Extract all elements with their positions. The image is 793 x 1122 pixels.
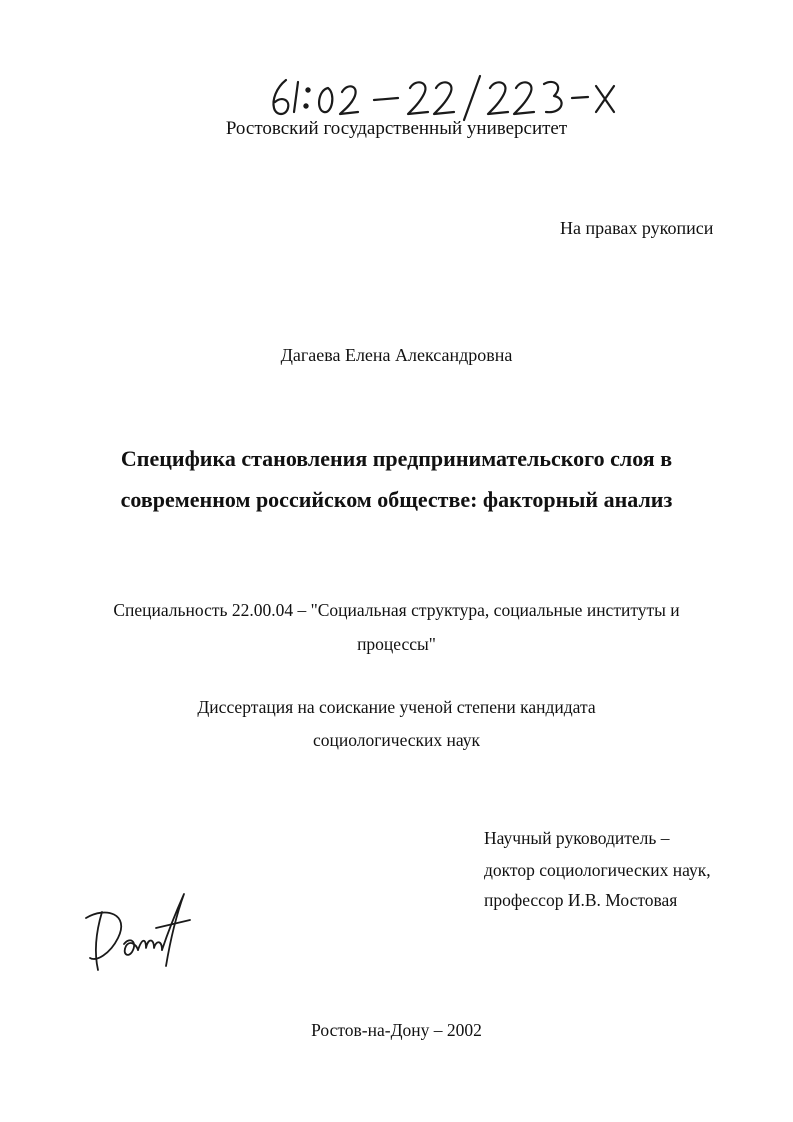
supervisor-line-1: Научный руководитель – <box>484 828 670 848</box>
supervisor-line-2: доктор социологических наук, <box>484 860 711 880</box>
specialty-line-2: процессы" <box>357 634 436 654</box>
dissertation-line-2: социологических наук <box>312 730 481 750</box>
thesis-title-line-1: Специфика становления предпринимательского слоя в <box>120 446 673 471</box>
university-name: Ростовский государственный университет <box>225 118 568 139</box>
place-and-year: Ростов-на-Дону – 2002 <box>311 1020 482 1040</box>
handwritten-archive-number <box>258 66 618 126</box>
specialty-line-1: Специальность 22.00.04 – "Социальная структура, социальные институты и <box>113 600 680 620</box>
supervisor-line-3: профессор И.В. Мостовая <box>484 890 678 910</box>
dissertation-line-1: Диссертация на соискание ученой степени кандидата <box>197 697 596 717</box>
thesis-title-line-2: современном российском обществе: факторный анализ <box>120 487 673 512</box>
handwritten-signature <box>72 882 202 982</box>
rights-note: На правах рукописи <box>560 218 714 238</box>
author-name: Дагаева Елена Александровна <box>280 345 513 365</box>
